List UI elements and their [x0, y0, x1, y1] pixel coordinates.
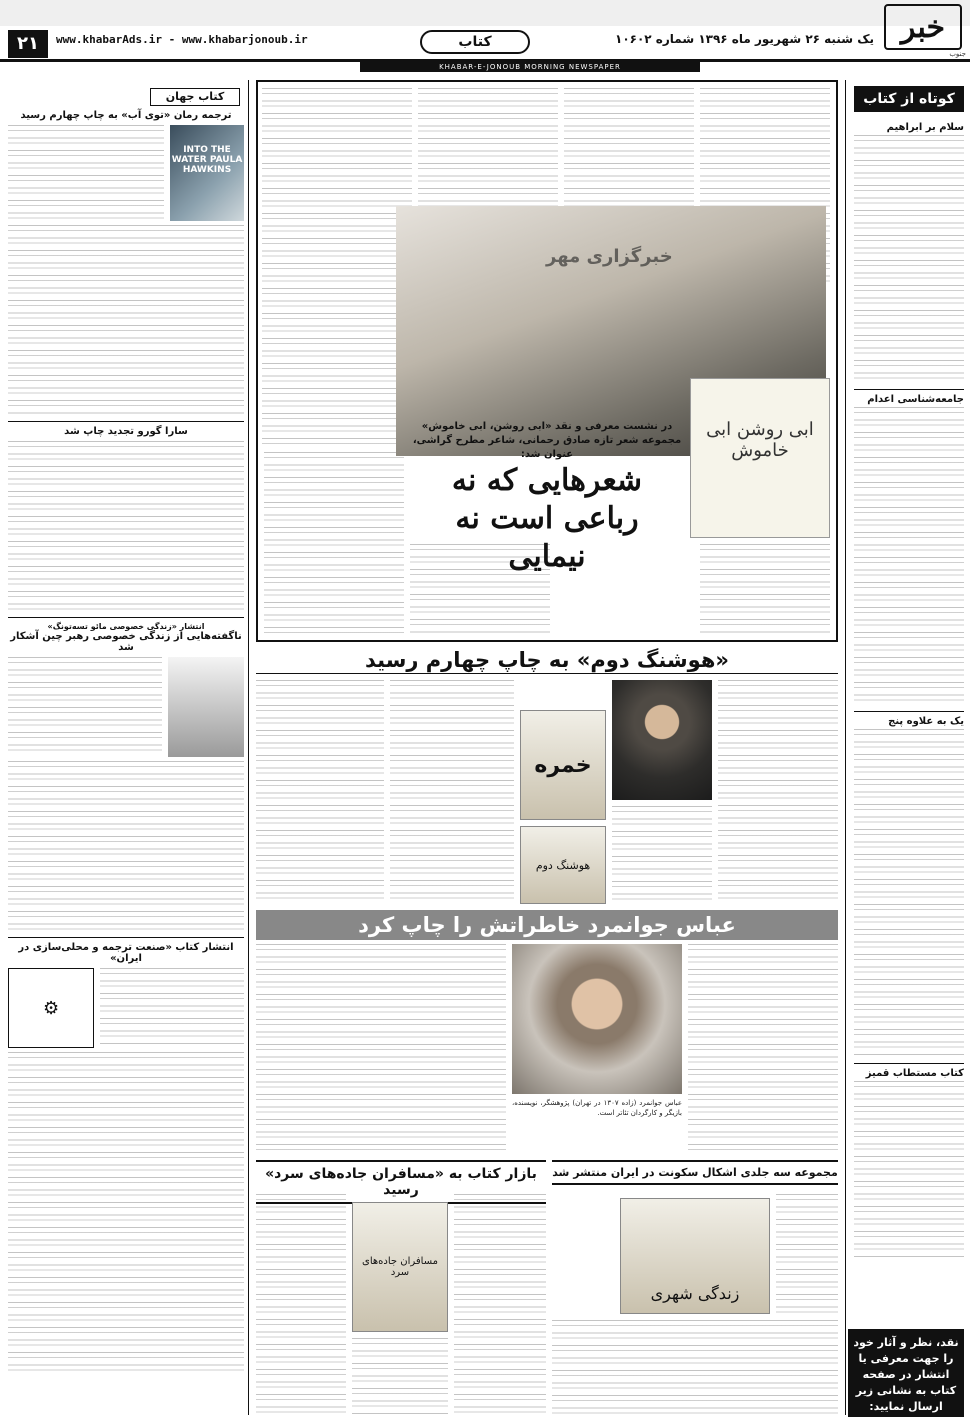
world-books-heading: کتاب جهان: [150, 88, 240, 106]
right-sidebar: [854, 118, 964, 1323]
story3-body: [8, 761, 244, 931]
travelers-cover: مسافران جاده‌های سرد: [352, 1202, 448, 1332]
column-divider: [248, 80, 249, 1415]
housing-cover: زندگی شهری: [620, 1198, 770, 1314]
feature-text-col: [264, 452, 404, 636]
story4-body: [8, 1052, 244, 1372]
story1-title: ترجمه رمان «توی آب» به چاپ چهارم رسید: [20, 110, 232, 121]
rs-item-title-1: سلام بر ابراهیم: [886, 122, 964, 133]
story3-pub: انتشار «زندگی خصوصی مائو تسه‌تونگ»: [47, 622, 205, 631]
english-band: KHABAR-E-JONOUB MORNING NEWSPAPER: [360, 62, 700, 72]
abbas-photo: [512, 944, 682, 1094]
abbas-headline: عباس جوانمرد خاطراتش را چاپ کرد: [256, 910, 838, 940]
feature-text-col: [700, 544, 830, 636]
feature-lead: در نشست معرفی و نقد «ابی روشن، ابی خاموش» مجموعه شعر تازه صادق رحمانی، شاعر مطرح گراشی، عنوان شد:: [412, 421, 682, 460]
logo-subtitle: جنوب: [949, 50, 966, 58]
abbas-article: [256, 944, 838, 1154]
hushang-headline: «هوشنگ دوم» به چاپ چهارم رسید: [256, 648, 838, 674]
masthead: [0, 0, 970, 62]
story2-body: [8, 441, 244, 611]
rs-item-body-3: [854, 729, 964, 1059]
column-divider: [845, 80, 846, 1415]
photo-watermark: خبرگزاری مهر: [546, 246, 673, 267]
cover-title: ابی روشن ابی خاموش: [706, 419, 814, 461]
ad-text: نقد، نظر و آثار خود را جهت معرفی یا انتشار در صفحه کتاب به نشانی زیر ارسال نمایید:: [853, 1336, 959, 1413]
feature-text-col: [262, 88, 412, 448]
story1-body: [8, 225, 244, 415]
story3-title: ناگفته‌هایی از زندگی خصوصی رهبر چین آشکار شد: [10, 631, 242, 653]
section-title: کتاب: [420, 30, 530, 54]
khomreh-cover: خمره: [520, 710, 606, 820]
travelers-article: [256, 1160, 546, 1415]
housing-headline: مجموعه سه جلدی اشکال سکونت در ایران منتشر شد: [552, 1162, 838, 1185]
abbas-photo-caption: عباس جوانمرد (زاده ۱۳۰۷ در تهران) پژوهشگر، نویسنده، بازیگر و کارگردان تئاتر است.: [512, 1099, 682, 1117]
rs-item-body-2: [854, 407, 964, 707]
story4-title: انتشار کتاب «صنعت ترجمه و محلی‌سازی در ایران»: [18, 942, 234, 964]
ad-email[interactable]: ketab@khabarads.com: [859, 1419, 953, 1428]
page-number: ۲۱: [8, 30, 48, 58]
rs-item-body-4: [854, 1081, 964, 1261]
into-the-water-cover: INTO THE WATER PAULA HAWKINS: [170, 125, 244, 221]
housing-article: [552, 1160, 838, 1415]
issue-date: یک شنبه ۲۶ شهریور ماه ۱۳۹۶ شماره ۱۰۶۰۲: [615, 32, 874, 46]
website-links[interactable]: www.khabarAds.ir - www.khabarjonoub.ir: [56, 33, 308, 46]
headline-text: شعرهایی که نه رباعی است نه نیمایی: [451, 463, 643, 574]
rs-item-title-2: جامعه‌شناسی اعدام: [867, 394, 964, 405]
hushang-cover: هوشنگ دوم: [520, 826, 606, 904]
feature-headline: [412, 462, 682, 574]
rs-item-body-1: [854, 135, 964, 385]
poetry-book-cover: [690, 378, 830, 538]
author-portrait: [612, 680, 712, 800]
left-sidebar: [8, 110, 244, 1415]
travelers-headline: بازار کتاب به «مسافران جاده‌های سرد» رسید: [256, 1162, 546, 1204]
short-news-heading: کوتاه از کتاب: [854, 86, 964, 112]
story2-title: سارا گورو تجدید چاپ شد: [64, 426, 188, 437]
rs-item-title-3: یک به علاوه پنج: [888, 716, 964, 727]
translation-book-logo: ⚙: [8, 968, 94, 1048]
masthead-band: [0, 0, 970, 26]
mao-book-cover: [168, 657, 244, 757]
submission-ad: [848, 1329, 964, 1428]
rs-item-title-4: کتاب مستطاب قمیز: [865, 1068, 964, 1079]
hushang-article: [256, 680, 838, 904]
newspaper-logo[interactable]: خبر: [884, 4, 962, 50]
